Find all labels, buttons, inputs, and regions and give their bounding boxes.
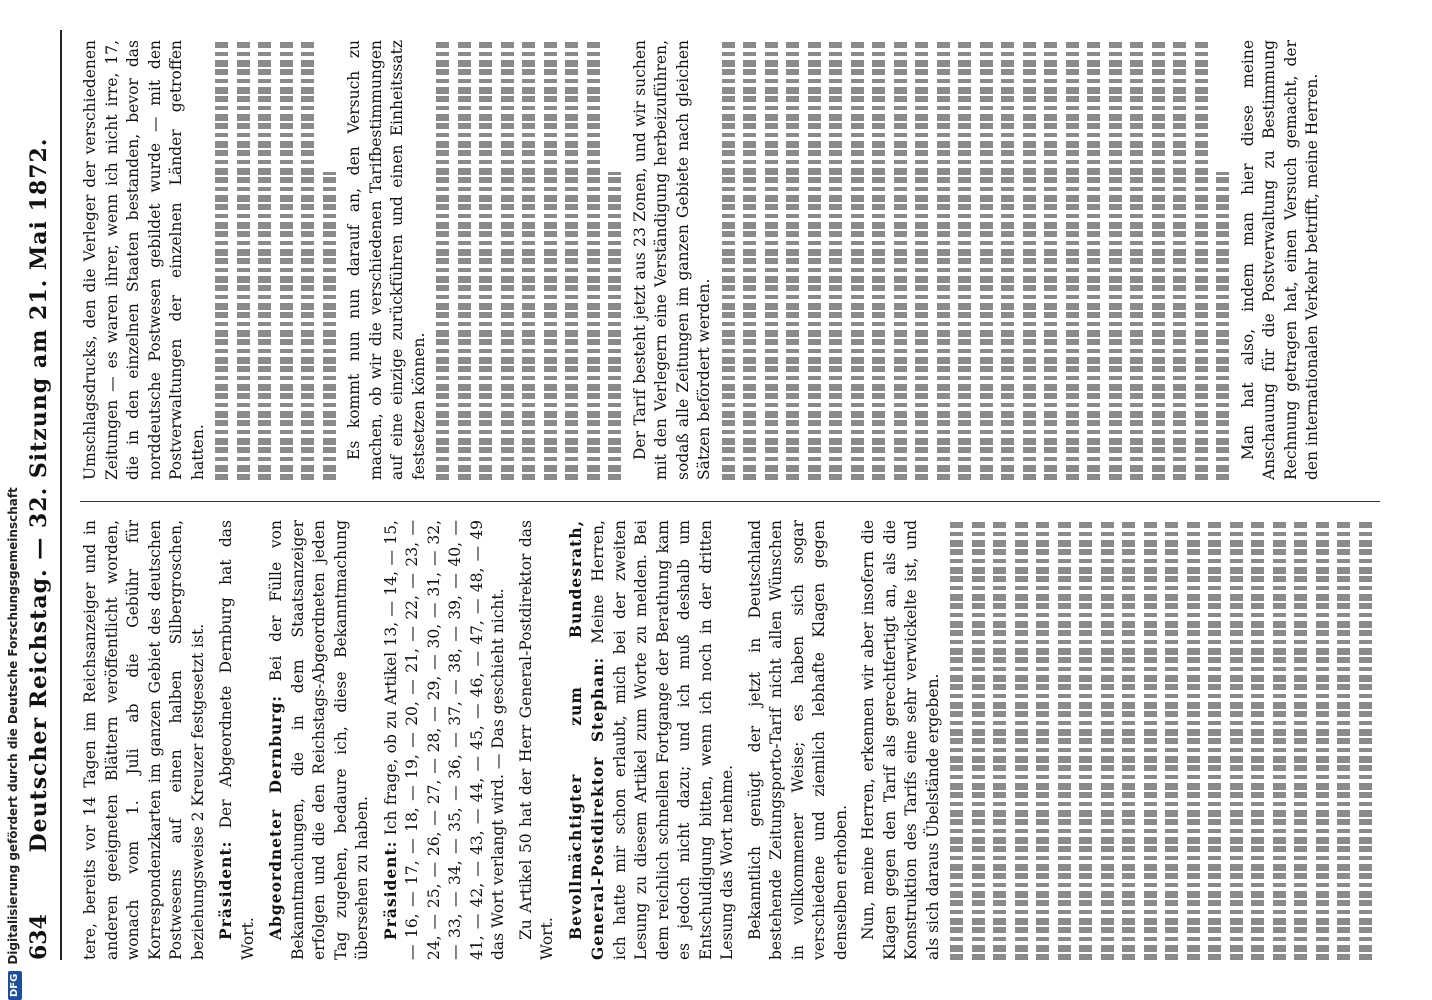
paragraph: Der Tarif besteht jetzt aus 23 Zonen, und wir suchen mit den Verlegern eine Verständigung herbeizuführen, sodaß alle Zeitungen im ganzen Gebiete nach gleichen Sätzen befördert werden. (630, 40, 713, 480)
paragraph (565, 520, 739, 960)
speaker-name: Bevollmächtigter zum Bundesrath, General-Postdirektor Stephan: (565, 520, 607, 960)
paragraph (380, 520, 510, 960)
right-column (80, 40, 1380, 480)
text-lines (436, 40, 621, 480)
paragraph: Man hat also, indem man hier diese meine Anschauung für die Postverwaltung zu Bestimmung Rechnung getragen hat, einen Versuch gemacht, der den internationalen Verkehr betrifft, meine Herren. (1238, 40, 1321, 480)
speech-text: Der Abgeordnete Dernburg hat das Wort. (217, 520, 257, 960)
page-number: 634 (26, 914, 52, 960)
column-divider (80, 501, 1380, 502)
paragraph: Nun, meine Herren, erkennen wir aber insofern die Klagen gegen den Tarif als gerechtfertigt an, als die Konstruktion des Tarifs eine sehr verwickelte ist, und als sich daraus Übelstände ergeben. (859, 520, 942, 960)
credit-strip (0, 0, 22, 1000)
paragraph (265, 520, 374, 960)
left-column (80, 520, 1380, 960)
credit-text: Digitalisierung gefördert durch die Deutsche Forschungsgemeinschaft (6, 487, 20, 965)
running-title: Deutscher Reichstag. — 32. Sitzung am 21. Mai 1872. (26, 137, 52, 853)
speaker-name: Präsident: (216, 840, 235, 940)
speaker-name: Abgeordneter Dernburg: (266, 694, 285, 940)
speech-text: Meine Herren, ich hatte mir schon erlaubt, mich bei der zweiten Lesung zu diesem Artikel zum Worte zu melden. Bei dem reichlich schnellen Fortgange der Berathung kam es jedoch nicht dazu; und ich muß deshalb um Entschuldigung bitten, wenn ich noch in der dritten Lesung das Wort nehme. (589, 520, 736, 960)
text-lines (215, 40, 336, 480)
speech-text: Bei der Fülle von Bekanntmachungen, die in dem Staatsanzeiger erfolgen und die den Reichstags-Abgeordneten jeden Tag zugehen, bedaure ich, diese Bekanntmachung übersehen zu haben. (267, 520, 371, 960)
paragraph: Umschlagsdrucks, den die Verleger der verschiedenen Zeitungen — es waren ihrer, wenn ich nicht irre, 17, die in den einzelnen Staaten bestanden, bevor das norddeutsche Postwesen gebildet wurde — mit den Postverwaltungen der einzelnen Länder getroffen hatten. (81, 40, 207, 480)
speaker-name: Präsident: (380, 840, 400, 940)
paragraph: Zu Artikel 50 hat der Herr General-Postdirektor das Wort. (516, 520, 556, 960)
paragraph (215, 520, 259, 960)
dfg-logo: DFG (8, 971, 22, 1000)
paragraph: Es kommt nun nun darauf an, den Versuch zu machen, ob wir die verschiedenen Tarifbestimmungen auf eine einzige zurückführen und einen Einheitssatz festsetzen können. (345, 40, 428, 480)
text-lines (950, 520, 1380, 960)
text-lines (722, 40, 1230, 480)
speech-text: Ich frage, ob zu Artikel 13, — 14, — 15, — 16, — 17, — 18, — 19, — 20, — 21, — 22, — 23, — 24, — 25, — 26, — 27, — 28, — 29, — 30, — 31, — 32, — 33, — 34, — 35, — 36, — 37, — 38, — 39, — 40, — 41, — 42, — 43, — 44, — 45, — 46, — 47, — 48, — 49 das Wort verlangt wird. — Das geschieht nicht. (381, 520, 507, 960)
page-header (20, 30, 62, 960)
paragraph: Bekanntlich genügt der jetzt in Deutschland bestehende Zeitungsporto-Tarif nicht allen Wünschen in vollkommener Weise; es haben sich sogar verschiedene und ziemlich lebhafte Klagen gegen denselben erhoben. (745, 520, 850, 960)
paragraph: tere, bereits vor 14 Tagen im Reichsanzeiger und in anderen geeigneten Blättern veröffentlicht worden, wonach vom 1. Juli ab die Gebühr für Korrespondenzkarten im ganzen Gebiet des deutschen Postwesens auf einen halben Silbergroschen, beziehungsweise 2 Kreuzer festgesetzt ist. (81, 520, 207, 960)
credit-text-row (2, 0, 24, 1000)
